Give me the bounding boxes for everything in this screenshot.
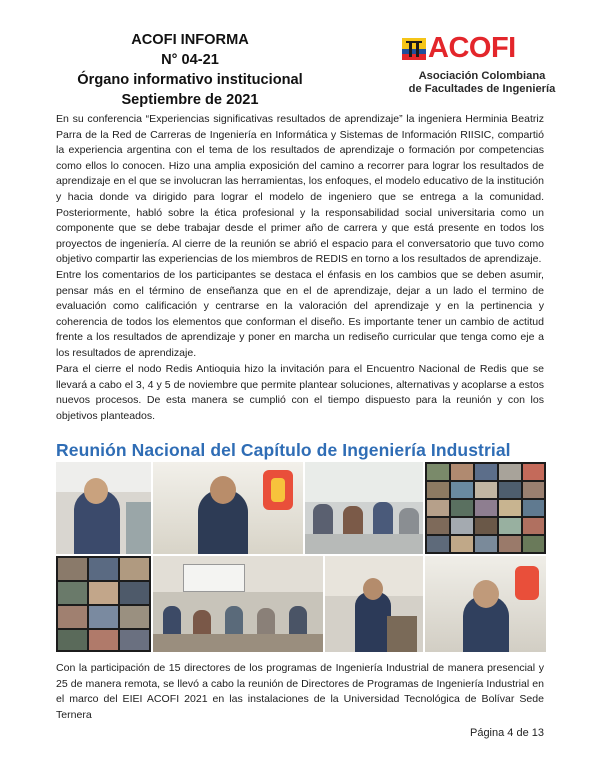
logo-subtitle	[402, 70, 562, 96]
photo-zoom-gallery-1	[425, 462, 546, 554]
newsletter-name: ACOFI INFORMA	[131, 32, 249, 48]
newsletter-header	[40, 30, 340, 110]
photo-caption: Con la participación de 15 directores de los programas de Ingeniería Industrial de manera presencial y 25 de manera remota, se llevó a cabo la reunión de Directores de Programas de Ingeniería Industrial en el marco del EIEI ACOFI 2021 en las instalaciones de la Universidad Tecnológica de Bolívar Sede Ternera	[56, 662, 544, 721]
photo-presenter	[56, 462, 151, 554]
paragraph-1: En su conferencia “Experiencias significativas resultados de aprendizaje” la ingeniera Herminia Beatriz Parra de la Red de Carreras de Ingeniería en Informática y Sistemas de Información RIISIC, compartió la experiencia argentina con el tema de los resultados de aprendizaje o formación por competencias como ellos lo conocen. Hizo una amplia exposición del camino a recorrer para lograr los resultados de aprendizaje en el que se involucran las herramientas, los enfoques, el modelo educativo de la institución y hacia donde va dirigido para lograr el modelo de ingeniero que se entrega a la comunidad. Posteriormente, habló sobre la ética profesional y la responsabilidad social universitaria como un componente que se debe trabajar desde el primer año de carrera y que está presente en todos los proyectos de ingeniería. Al cierre de la reunión se abrió el espacio para el conversatorio que tuvo como objetivo compartir las experiencias de los miembros de REDIS en torno a los resultados de aprendizaje.	[56, 113, 544, 266]
paragraph-2: Entre los comentarios de los participantes se destaca el énfasis en los cambios que se deben asumir, pensar más en el término de enseñanza que en el de aprendizaje, dejar a un lado el termino de evaluación como calificación y centrarse en la valoración del aprendizaje y en la pertinencia y coherencia de todos los elementos que conforman el diseño. Es importante tener un cambio de actitud frente a los resultados de aprendizaje y poner en marcha un rediseño curricular que tenga como eje a los resultados de aprendizaje.	[56, 269, 544, 359]
photo-zoom-speaker	[153, 462, 303, 554]
photo-collage	[56, 462, 546, 652]
photo-zoom-gallery-2	[56, 556, 151, 652]
issue-date: Septiembre de 2021	[121, 92, 259, 108]
logo-subtitle-line1: Asociación Colombiana	[418, 70, 546, 82]
gallery-grid-1	[425, 462, 546, 554]
photo-classroom	[305, 462, 423, 554]
acofi-emblem-icon	[402, 38, 426, 60]
logo-subtitle-line2: de Facultades de Ingeniería	[408, 83, 556, 95]
section-title: Reunión Nacional del Capítulo de Ingeniería Industrial	[56, 440, 511, 460]
logo-wordmark: ACOFI	[428, 32, 516, 64]
issue-number: N° 04-21	[161, 52, 219, 68]
page-number: Página 4 de 13	[469, 727, 544, 739]
gallery-grid-2	[56, 556, 151, 652]
photo-zoom-speaker-2	[425, 556, 546, 652]
photo-podium-speaker	[325, 556, 423, 652]
paragraph-3: Para el cierre el nodo Redis Antioquia hizo la invitación para el Encuentro Nacional de Redis que se llevará a cabo el 3, 4 y 5 de noviembre que permite plantear soluciones, alternativas y acoplarse a estos nuevos procesos. De esta manera se cumplió con el tiempo dispuesto para la reunión y con los objetivos planteados.	[56, 363, 544, 422]
acofi-logo	[398, 32, 568, 96]
photo-meeting-room	[153, 556, 323, 652]
newsletter-subtitle: Órgano informativo institucional	[77, 72, 303, 88]
